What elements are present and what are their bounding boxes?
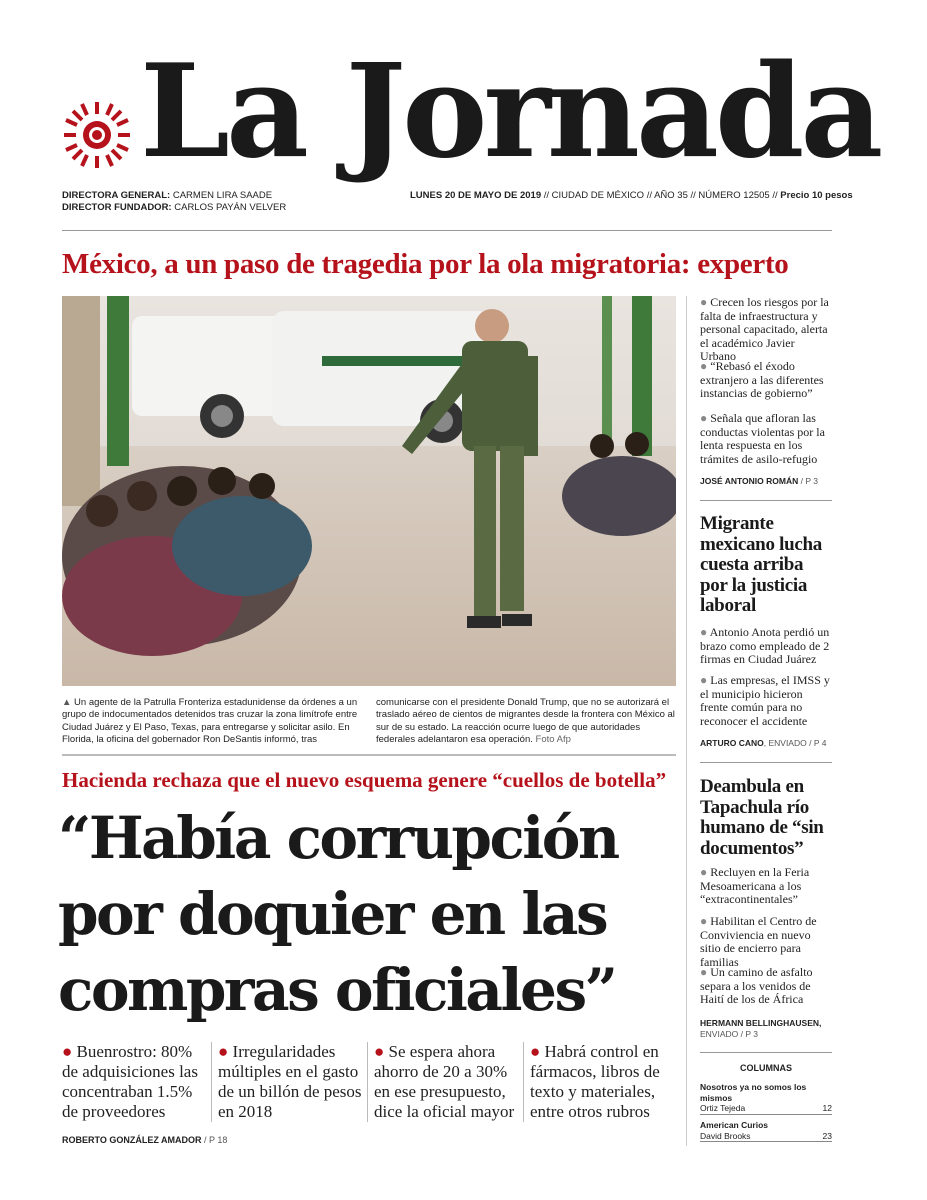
main-story-kicker[interactable]: Hacienda rechaza que el nuevo esquema genere “cuellos de botella” (62, 768, 667, 792)
bullet-dot-icon: ● (700, 673, 711, 687)
main-bullet-4 (530, 1042, 676, 1122)
byline-page: ENVIADO / P 3 (700, 1029, 758, 1039)
staff-credits (62, 190, 286, 214)
main-story-byline (62, 1135, 227, 1145)
column-title: Nosotros ya no somos los mismos (700, 1082, 807, 1103)
staff-name-founder: CARLOS PAYÁN VELVER (174, 202, 287, 213)
main-bullet-text: Buenrostro: 80% de adquisiciones las concentraban 1.5% de proveedores (62, 1042, 198, 1121)
la-jornada-sun-logo (62, 100, 132, 170)
main-bullet-text: Irregularidades múltiples en el gasto de un billón de pesos en 2018 (218, 1042, 362, 1121)
side-story-2-bullet-3 (700, 966, 832, 1007)
border-patrol-photo[interactable] (62, 296, 676, 686)
main-story-headline[interactable]: “Había corrupción por doquier en las compras oficiales” (58, 804, 618, 1024)
side-divider (700, 500, 832, 501)
byline-author: HERMANN BELLINGHAUSEN, (700, 1018, 822, 1028)
side-story-1-bullet-1 (700, 626, 832, 667)
staff-name-director: CARMEN LIRA SAADE (172, 190, 273, 201)
caption-triangle-icon: ▲ (62, 697, 75, 708)
caption-text-1: Un agente de la Patrulla Fronteriza estadunidense da órdenes a un grupo de indocumentados detenidos tras cruzar la zona limítrofe entre Ciudad Juárez y El Paso, Texas, para entregarse y solicitar asilo. En Florida, la oficina del gobernador Ron DeSantis informó, tras (62, 697, 358, 746)
column-author: David Brooks (700, 1130, 751, 1141)
bullet-dot-icon: ● (700, 914, 711, 928)
masthead-title: La Jornada (140, 37, 880, 187)
photo-caption-part2 (376, 697, 676, 747)
bullet-dot-icon: ● (374, 1042, 389, 1061)
column-divider (686, 296, 687, 1146)
side-story-1-headline[interactable]: Migrante mexicano lucha cuesta arriba por la justicia laboral (700, 513, 822, 616)
side-bullet-text: Habilitan el Centro de Conviviencia en nuevo sitio de encierro para familias (700, 914, 817, 969)
bullet-dot-icon: ● (700, 295, 711, 309)
bullet-dot-icon: ● (700, 359, 711, 373)
caption-text-2: comunicarse con el presidente Donald Trump, que no se autorizará el traslado aéreo de cientos de migrantes desde la frontera con México al sur de su estado. La reacción ocurre luego de que autoridades federales adelantaron esa operación. (376, 697, 675, 746)
column-title: American Curios (700, 1120, 769, 1130)
column-entry[interactable] (700, 1120, 832, 1142)
side-bullet-text: Un camino de asfalto separa a los venidos de Haití de los de África (700, 965, 813, 1006)
byline-page: / P 3 (798, 476, 818, 486)
bullet-dot-icon: ● (62, 1042, 77, 1061)
side-divider (700, 762, 832, 763)
byline-author: ARTURO CANO (700, 738, 764, 748)
bullet-divider (367, 1042, 368, 1122)
side-story-2-headline[interactable]: Deambula en Tapachula río humano de “sin documentos” (700, 776, 824, 859)
bullet-dot-icon: ● (700, 865, 711, 879)
side-bullet-text: Las empresas, el IMSS y el municipio hicieron frente común para no reconocer el accidente (700, 673, 830, 728)
side-story-1-bullet-2 (700, 674, 832, 728)
edition-info: // CIUDAD DE MÉXICO // AÑO 35 // NÚMERO 12505 // (541, 190, 781, 201)
columnas-title: COLUMNAS (740, 1063, 792, 1073)
byline-author: JOSÉ ANTONIO ROMÁN (700, 476, 799, 486)
side-story-2-bullet-2 (700, 915, 832, 969)
date-text: LUNES 20 DE MAYO DE 2019 (410, 190, 542, 201)
side-bullet-1 (700, 296, 832, 364)
bullet-dot-icon: ● (700, 965, 711, 979)
byline-author: ROBERTO GONZÁLEZ AMADOR (62, 1135, 202, 1145)
bullet-dot-icon: ● (530, 1042, 545, 1061)
side-story-2-bullet-1 (700, 866, 832, 907)
main-bullet-text: Habrá control en fármacos, libros de texto y materiales, entre otros rubros (530, 1042, 660, 1121)
photo-credit: Foto Afp (535, 734, 571, 746)
main-bullet-2 (218, 1042, 363, 1122)
side-story-2-byline (700, 1018, 832, 1040)
side-bullet-text: Crecen los riesgos por la falta de infraestructura y personal capacitado, alerta el académico Javier Urbano (700, 295, 829, 363)
bullet-divider (211, 1042, 212, 1122)
side-bullet-text: “Rebasó el éxodo extranjero a las diferentes instancias de gobierno” (700, 359, 824, 400)
side-story-1-byline (700, 738, 832, 748)
main-bullet-3 (374, 1042, 519, 1122)
masthead-divider (62, 230, 832, 231)
main-bullet-text: Se espera ahora ahorro de 20 a 30% en ese presupuesto, dice la oficial mayor (374, 1042, 515, 1121)
side-bullet-text: Señala que afloran las conductas violentas por la lenta respuesta en los trámites de asilo-refugio (700, 411, 825, 466)
side-bullet-3 (700, 412, 832, 466)
column-page: 23 (822, 1130, 832, 1141)
bullet-dot-icon: ● (700, 625, 710, 639)
photo-caption-part1 (62, 697, 362, 747)
bullet-dot-icon: ● (218, 1042, 233, 1061)
section-divider (62, 754, 676, 756)
dateline (410, 190, 853, 201)
side-bullet-text: Recluyen en la Feria Mesoamericana a los “extracontinentales” (700, 865, 810, 906)
byline-page: / P 18 (201, 1135, 228, 1145)
side-byline-1 (700, 476, 832, 486)
staff-label-director: DIRECTORA GENERAL: (62, 190, 171, 201)
column-entry[interactable] (700, 1082, 832, 1115)
top-story-headline[interactable]: México, a un paso de tragedia por la ola migratoria: experto (62, 248, 789, 280)
side-divider (700, 1052, 832, 1053)
bullet-divider (523, 1042, 524, 1122)
column-page: 12 (822, 1103, 832, 1113)
price-text: Precio 10 pesos (780, 190, 853, 201)
main-bullet-1 (62, 1042, 207, 1122)
side-bullet-text: Antonio Anota perdió un brazo como empleado de 2 firmas en Ciudad Juárez (700, 625, 830, 666)
bullet-dot-icon: ● (700, 411, 711, 425)
byline-page: , ENVIADO / P 4 (763, 738, 827, 748)
staff-label-founder: DIRECTOR FUNDADOR: (62, 202, 172, 213)
column-author: Ortiz Tejeda (700, 1103, 746, 1113)
side-bullet-2 (700, 360, 832, 401)
